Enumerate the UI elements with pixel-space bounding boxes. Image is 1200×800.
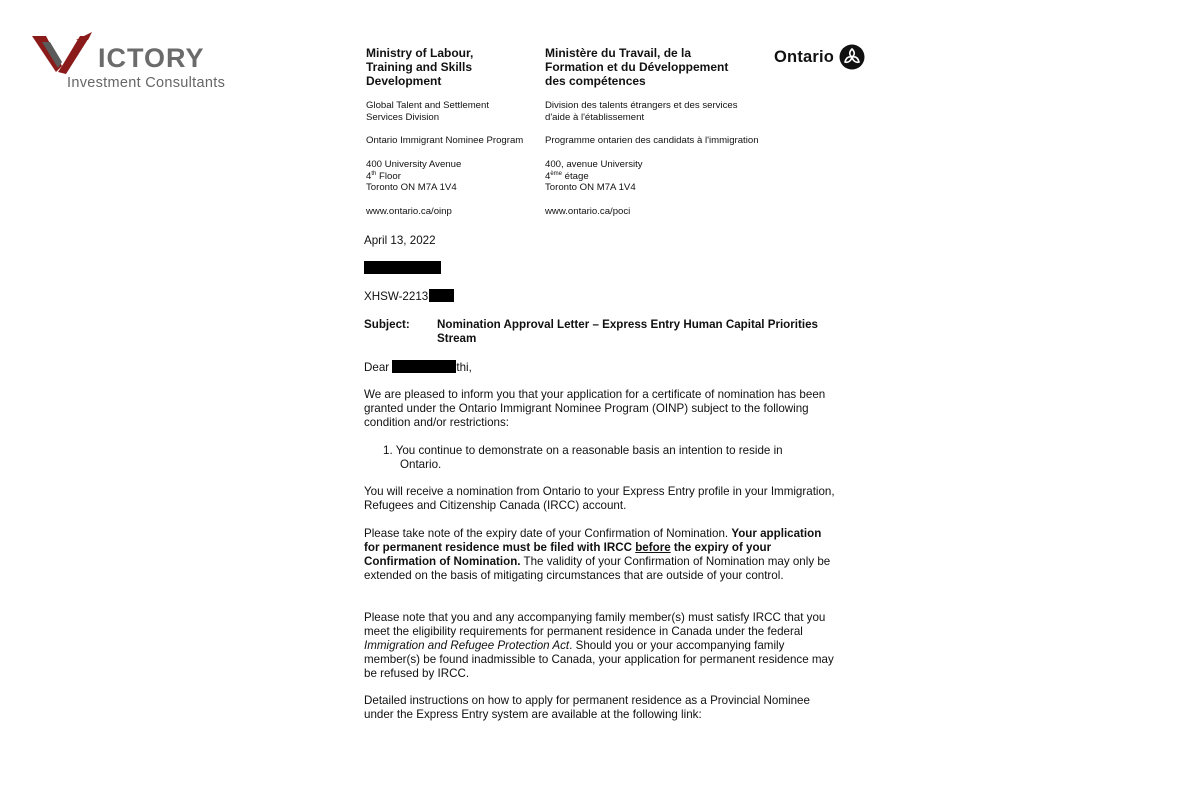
trillium-icon [839, 44, 865, 70]
division-fr-line: Division des talents étrangers et des services [545, 100, 738, 111]
address-fr-floor [545, 171, 643, 183]
subject-label: Subject: [364, 318, 410, 331]
floor-sup: th [371, 170, 377, 177]
redaction-bar [429, 289, 454, 302]
salutation [364, 360, 836, 375]
floor-num: 4 [545, 170, 551, 182]
ministry-fr-line: des compétences [545, 74, 646, 89]
ministry-fr-line: Formation et du Développement [545, 60, 729, 75]
ministry-en-line: Ministry of Labour, [366, 46, 474, 60]
p4-italic: Immigration and Refugee Protection Act [364, 639, 570, 652]
recipient-name [364, 261, 836, 276]
website-en[interactable]: www.ontario.ca/oinp [366, 206, 452, 217]
program-fr: Programme ontarien des candidats à l'immigration [545, 135, 759, 146]
subject-line: Stream [437, 332, 477, 345]
address-en [366, 159, 461, 194]
address-fr [545, 159, 643, 194]
p4-text: . Should you or your accompanying family member(s) be found inadmissible to Canada, your application for permanent residence may be refused by IRCC. [364, 639, 834, 680]
ontario-wordmark: Ontario [774, 47, 835, 66]
p4-text: Please note that you and any accompanying family member(s) must satisfy IRCC that you meet the eligibility requirements for permanent residence in Canada under the federal [364, 611, 826, 638]
address-en-floor [366, 171, 461, 183]
victory-v-mark-icon [32, 32, 102, 76]
logo-subtitle: Investment Consultants [67, 75, 226, 91]
p3-bold: the expiry of your Confirmation of Nomination. [364, 541, 772, 568]
subject-line: Nomination Approval Letter – Express Entry Human Capital Priorities [437, 318, 818, 331]
ministry-fr [545, 46, 728, 89]
division-en-line: Services Division [366, 111, 440, 123]
condition-number: 1. [383, 444, 393, 457]
redaction-bar [364, 261, 441, 274]
division-fr [545, 100, 738, 123]
division-en-line: Global Talent and Settlement [366, 100, 490, 111]
ministry-en-line: Training and Skills [366, 60, 473, 75]
division-fr-line: d'aide à l'établissement [545, 111, 645, 123]
address-en-line: Toronto ON M7A 1V4 [366, 182, 457, 194]
letter-date: April 13, 2022 [364, 234, 436, 247]
division-en [366, 100, 489, 123]
ministry-en-line: Development [366, 74, 442, 89]
floor-word: étage [562, 170, 589, 182]
paragraph-1: We are pleased to inform you that your application for a certificate of nomination has been granted under the Ontario Immigrant Nominee Program (OINP) subject to the following condition and/or restrictions: [364, 388, 826, 429]
p3-text: Please take note of the expiry date of your Confirmation of Nomination. [364, 527, 732, 540]
logo-brand-text: ICTORY [98, 43, 205, 73]
ministry-en [366, 46, 473, 89]
website-fr[interactable]: www.ontario.ca/poci [545, 206, 631, 217]
paragraph-2: You will receive a nomination from Ontario to your Express Entry profile in your Immigration, Refugees and Citizenship Canada (IRCC) account. [364, 485, 835, 512]
address-fr-line: 400, avenue University [545, 159, 643, 170]
condition-list-item [383, 444, 843, 472]
subject-text [437, 318, 818, 346]
paragraph-4 [364, 611, 836, 681]
p3-text: The validity of your Confirmation of Nomination may only be extended on the basis of mitigating circumstances that are outside of your control. [364, 555, 831, 582]
victory-logo [32, 32, 232, 94]
address-en-line: 400 University Avenue [366, 159, 462, 170]
paragraph-5: Detailed instructions on how to apply for permanent residence as a Provincial Nominee under the Express Entry system are available at the following link: [364, 694, 810, 721]
file-number [364, 289, 836, 304]
condition-line: You continue to demonstrate on a reasonable basis an intention to reside in [395, 444, 783, 457]
floor-num: 4 [366, 170, 372, 182]
condition-line: Ontario. [400, 458, 442, 471]
p3-bold: Your application for permanent residence must be filed with IRCC [364, 527, 822, 554]
paragraph-3 [364, 527, 836, 583]
p3-underline: before [635, 541, 671, 554]
address-fr-line: Toronto ON M7A 1V4 [545, 182, 636, 194]
ministry-fr-line: Ministère du Travail, de la [545, 46, 692, 60]
floor-word: Floor [376, 170, 401, 182]
floor-sup: ème [550, 170, 563, 177]
salutation-end: thi, [456, 361, 472, 374]
ontario-logo [774, 44, 865, 70]
redaction-bar [392, 360, 456, 373]
file-number-text: XHSW-2213 [364, 290, 429, 303]
salutation-start: Dear [364, 361, 393, 374]
program-en: Ontario Immigrant Nominee Program [366, 135, 524, 146]
